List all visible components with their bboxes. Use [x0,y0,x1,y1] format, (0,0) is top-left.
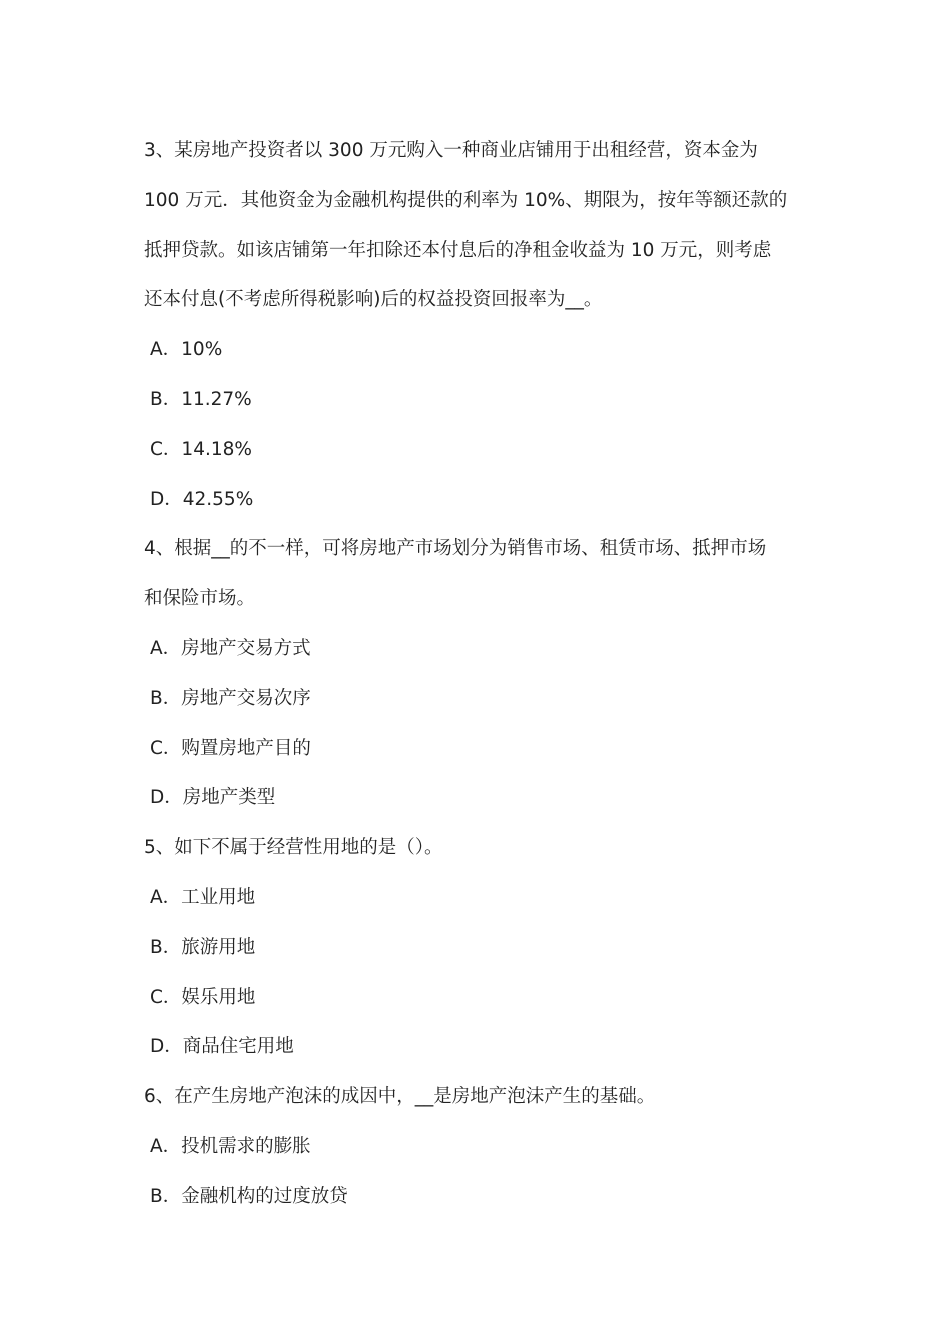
question-3-option-a: A．10% [150,339,223,361]
question-5-option-c: C．娱乐用地 [150,986,256,1008]
question-4-stem-line: 和保险市场。 [144,588,256,610]
question-5-stem-line: 5、如下不属于经营性用地的是（）。 [144,837,443,859]
question-3-option-b: B．11.27% [150,388,252,410]
question-5-option-d: D．商品住宅用地 [150,1036,294,1058]
document-body [144,126,809,1222]
question-3-stem-line: 3、某房地产投资者以 300 万元购入一种商业店铺用于出租经营，资本金为 [144,140,758,161]
question-4-option-c: C．购置房地产目的 [150,737,311,759]
question-6-option-a: A．投机需求的膨胀 [150,1135,311,1157]
question-4-option-d: D．房地产类型 [150,787,276,809]
question-6 [144,1072,809,1221]
question-4-option-a: A．房地产交易方式 [150,637,311,659]
question-3-stem-line: 还本付息(不考虑所得税影响)后的权益投资回报率为__。 [144,289,603,311]
question-5-option-a: A．工业用地 [150,886,256,908]
question-6-stem-line: 6、在产生房地产泡沫的成因中，__是房地产泡沫产生的基础。 [144,1086,656,1108]
question-3 [144,126,809,524]
question-5-option-b: B．旅游用地 [150,936,256,958]
question-6-option-b: B．金融机构的过度放贷 [150,1185,348,1207]
question-3-stem-line: 100 万元．其他资金为金融机构提供的利率为 10%、期限为，按年等额还款的 [144,189,788,211]
question-4 [144,524,809,823]
question-5 [144,823,809,1072]
question-4-option-b: B．房地产交易次序 [150,687,311,709]
question-3-option-c: C．14.18% [150,438,252,460]
question-3-option-d: D．42.55% [150,488,254,510]
question-4-stem-line: 4、根据__的不一样，可将房地产市场划分为销售市场、租赁市场、抵押市场 [144,538,767,560]
question-3-stem-line: 抵押贷款。如该店铺第一年扣除还本付息后的净租金收益为 10 万元，则考虑 [144,239,772,261]
